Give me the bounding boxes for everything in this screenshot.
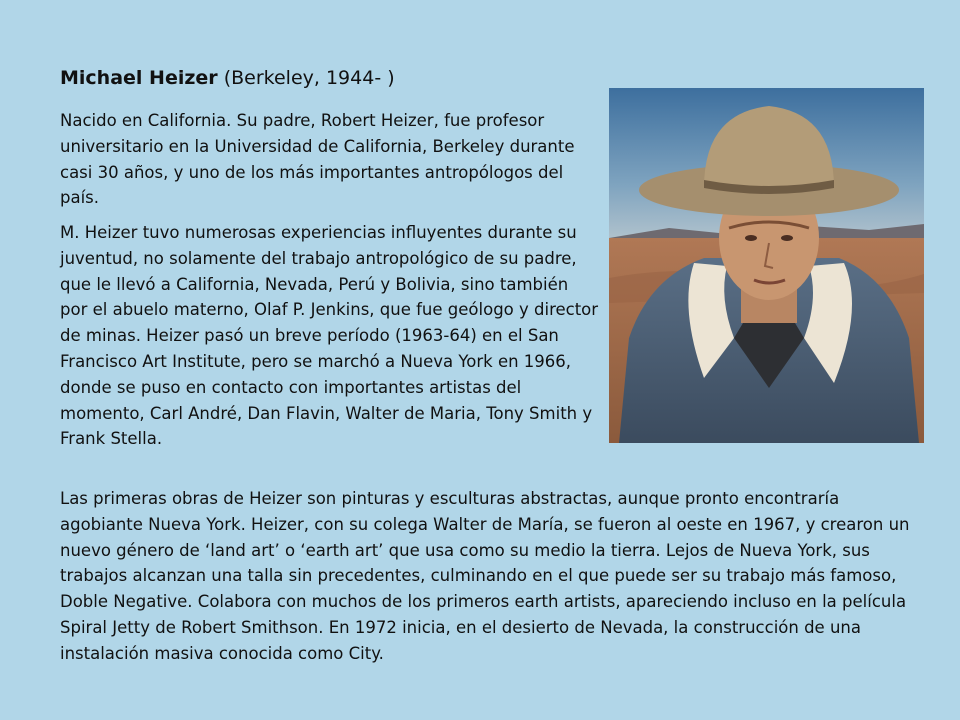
paragraph-works: Las primeras obras de Heizer son pinturas y esculturas abstractas, aunque pronto encontraría agobiante Nueva York. Heizer, con su colega Walter de María, se fueron al oeste en 1967, y crearon un nuevo género de ‘land art’ o ‘earth art’ que usa como su medio la tierra. Lejos de Nueva York, sus trabajos alcanzan una talla sin precedentes, culminando en el que puede ser su trabajo más famoso, Doble Negative. Colabora con muchos de los primeros earth artists, apareciendo incluso en la película Spiral Jetty de Robert Smithson. En 1972 inicia, en el desierto de Nevada, la construcción de una instalación masiva conocida como City. (60, 489, 910, 663)
paragraph-family: Nacido en California. Su padre, Robert Heizer, fue profesor universitario en la Universidad de California, Berkeley durante casi 30 años, y uno de los más importantes antropólogos del país. (60, 111, 575, 208)
paragraph-youth: M. Heizer tuvo numerosas experiencias influyentes durante su juventud, no solamente del trabajo antropológico de su padre, que le llevó a California, Nevada, Perú y Bolivia, sino también por el abuelo materno, Olaf P. Jenkins, que fue geólogo y director de minas. Heizer pasó un breve período (1963-64) en el San Francisco Art Institute, pero se marchó a Nueva York en 1966, donde se puso en contacto con importantes artistas del momento, Carl André, Dan Flavin, Walter de Maria, Tony Smith y Frank Stella. (60, 223, 599, 449)
title-name: Michael Heizer (60, 67, 218, 89)
slide-title (60, 64, 395, 92)
title-dates: (Berkeley, 1944- ) (217, 67, 395, 89)
portrait-illustration (609, 88, 924, 443)
portrait-photo (609, 88, 924, 443)
